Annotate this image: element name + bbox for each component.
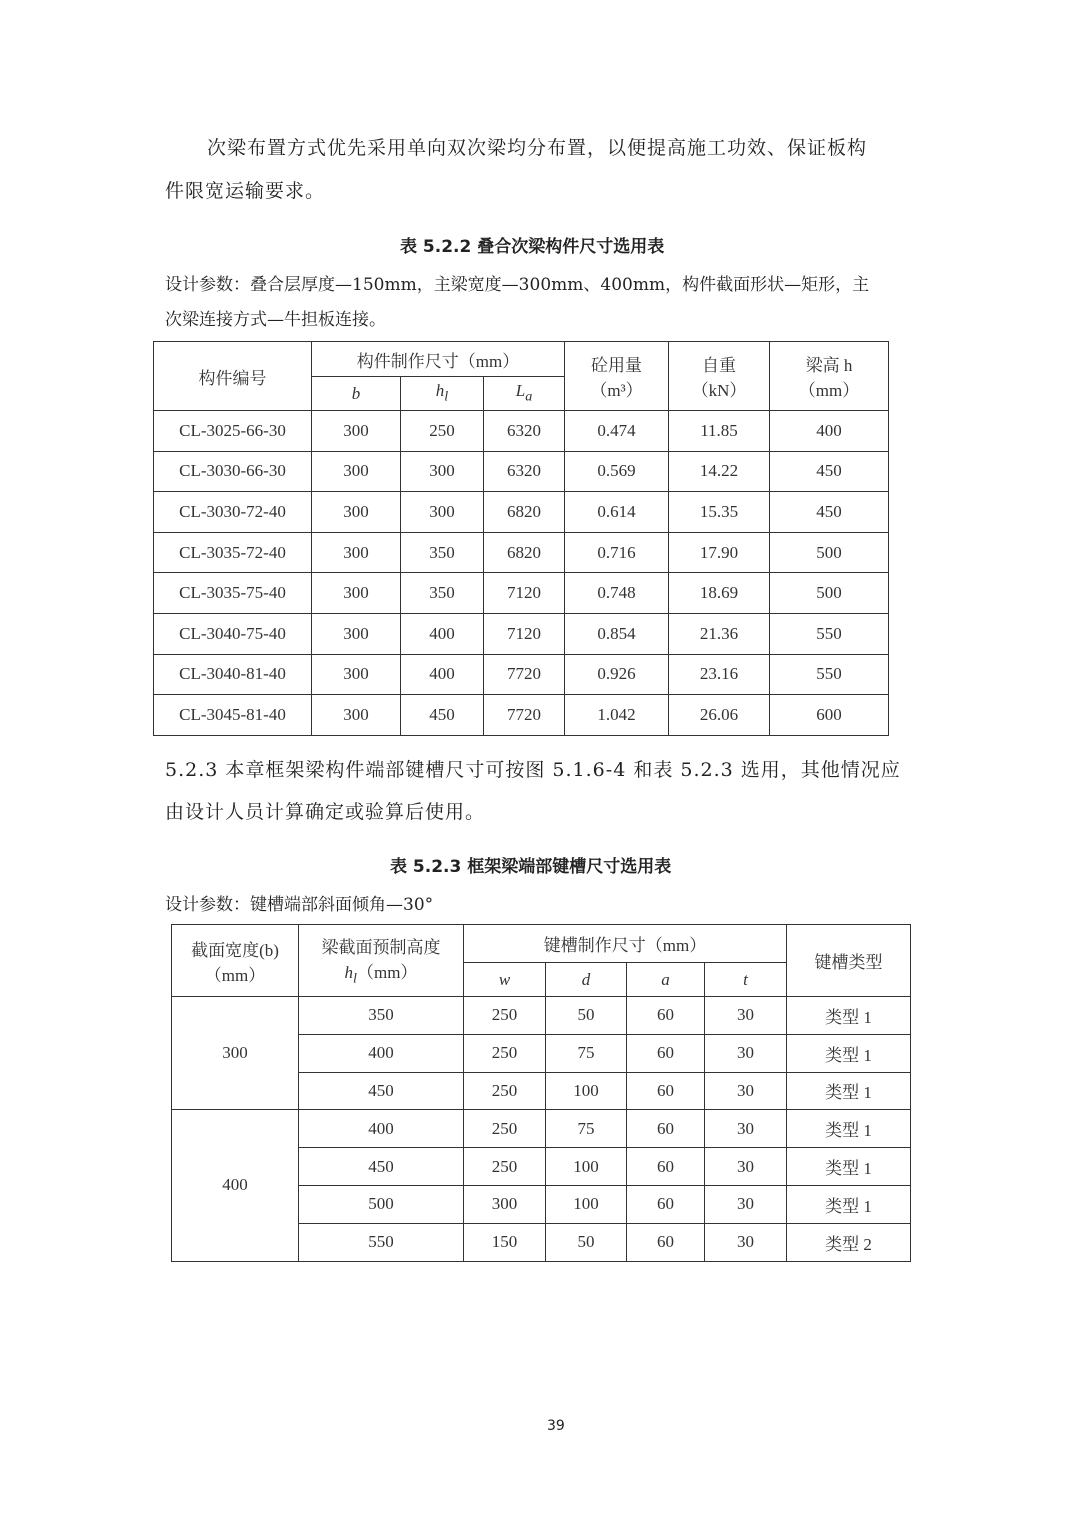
table2-params: 设计参数：键槽端部斜面倾角—30°	[165, 895, 434, 915]
table-cell: 类型 1	[787, 1072, 911, 1110]
header-height: 梁高 h （mm）	[770, 342, 889, 411]
table-cell: 1.042	[565, 695, 669, 736]
table-cell: 300	[312, 532, 401, 573]
table-cell: 300	[312, 613, 401, 654]
intro-line-2: 件限宽运输要求。	[165, 180, 326, 202]
table-cell: CL-3040-75-40	[154, 613, 312, 654]
table2-caption: 表 5.2.3 框架梁端部键槽尺寸选用表	[390, 857, 672, 877]
table-cell: 60	[627, 1223, 705, 1261]
table-cell: 75	[546, 1034, 627, 1072]
header-width: 截面宽度(b) （mm）	[172, 925, 299, 997]
table-cell: 550	[770, 654, 889, 695]
table-cell: 150	[464, 1223, 546, 1261]
table-cell: CL-3025-66-30	[154, 411, 312, 452]
table-cell: 50	[546, 997, 627, 1035]
table-cell: 60	[627, 1034, 705, 1072]
table-cell: CL-3045-81-40	[154, 695, 312, 736]
table-cell: 450	[770, 492, 889, 533]
header-id: 构件编号	[154, 342, 312, 411]
table-row	[154, 654, 889, 695]
table-cell: 400	[299, 1034, 464, 1072]
table-cell: 60	[627, 1148, 705, 1186]
table-cell: 21.36	[669, 613, 770, 654]
table-cell: 6820	[484, 532, 565, 573]
table-cell: 75	[546, 1110, 627, 1148]
table-cell: CL-3035-72-40	[154, 532, 312, 573]
table-cell: 250	[464, 1148, 546, 1186]
header-a: a	[627, 963, 705, 997]
table-cell: 300	[312, 451, 401, 492]
table-cell: 400	[770, 411, 889, 452]
table-5-2-2	[153, 341, 889, 736]
table-cell: 类型 1	[787, 1185, 911, 1223]
table1-params-2: 次梁连接方式—牛担板连接。	[165, 310, 386, 330]
table-cell: 300	[312, 411, 401, 452]
table-row	[154, 411, 889, 452]
header-dims: 构件制作尺寸（mm）	[312, 342, 565, 377]
width-group-cell: 400	[172, 1110, 299, 1261]
table-cell: 0.474	[565, 411, 669, 452]
table-cell: 0.614	[565, 492, 669, 533]
header-type: 键槽类型	[787, 925, 911, 997]
table-cell: 0.716	[565, 532, 669, 573]
header-L: $L_a$	[484, 377, 565, 411]
table-cell: 100	[546, 1072, 627, 1110]
table1-caption: 表 5.2.2 叠合次梁构件尺寸选用表	[400, 237, 665, 257]
table-cell: 18.69	[669, 573, 770, 614]
table-cell: 350	[401, 573, 484, 614]
table-cell: 300	[312, 654, 401, 695]
header-weight: 自重 （kN）	[669, 342, 770, 411]
header-w: w	[464, 963, 546, 997]
table-cell: 300	[464, 1185, 546, 1223]
table-cell: 60	[627, 997, 705, 1035]
table-cell: 100	[546, 1185, 627, 1223]
table-cell: 300	[401, 451, 484, 492]
table-cell: 26.06	[669, 695, 770, 736]
table-cell: 250	[464, 1110, 546, 1148]
table-cell: 0.926	[565, 654, 669, 695]
table-cell: 60	[627, 1072, 705, 1110]
table1-params-1: 设计参数：叠合层厚度—150mm，主梁宽度—300mm、400mm，构件截面形状—矩形，主	[165, 275, 870, 295]
table-cell: 250	[464, 1072, 546, 1110]
table-cell: 30	[705, 1148, 787, 1186]
table-row	[154, 613, 889, 654]
header-t: t	[705, 963, 787, 997]
table-cell: 0.854	[565, 613, 669, 654]
table-cell: 23.16	[669, 654, 770, 695]
table-cell: CL-3030-66-30	[154, 451, 312, 492]
table-cell: 450	[299, 1072, 464, 1110]
table-cell: 500	[770, 573, 889, 614]
table-cell: 30	[705, 997, 787, 1035]
table-cell: 30	[705, 1185, 787, 1223]
table-cell: 300	[312, 695, 401, 736]
table-cell: 类型 1	[787, 1034, 911, 1072]
table-cell: 6320	[484, 411, 565, 452]
header-h: $h_l$	[401, 377, 484, 411]
section-line-2: 由设计人员计算确定或验算后使用。	[165, 801, 486, 823]
section-line-1: 5.2.3 本章框架梁构件端部键槽尺寸可按图 5.1.6-4 和表 5.2.3 选用，其他情况应	[165, 759, 901, 781]
table-cell: 300	[312, 573, 401, 614]
table-cell: 450	[770, 451, 889, 492]
table-cell: 500	[770, 532, 889, 573]
table-cell: 11.85	[669, 411, 770, 452]
table-cell: 450	[401, 695, 484, 736]
table-cell: 类型 2	[787, 1223, 911, 1261]
table-cell: 350	[401, 532, 484, 573]
table-row	[154, 532, 889, 573]
width-group-cell: 300	[172, 997, 299, 1110]
table-cell: 400	[401, 613, 484, 654]
table-cell: 550	[770, 613, 889, 654]
header-dims: 键槽制作尺寸（mm）	[464, 925, 787, 963]
page-number: 39	[547, 1418, 565, 1434]
table-row	[154, 492, 889, 533]
table-row	[154, 451, 889, 492]
header-precast-height: 梁截面预制高度 $h_l(mm)$	[299, 925, 464, 997]
table-cell: 6820	[484, 492, 565, 533]
table-cell: 450	[299, 1148, 464, 1186]
table-cell: 7120	[484, 613, 565, 654]
table-row	[172, 1110, 911, 1148]
table-cell: 400	[401, 654, 484, 695]
table-cell: 250	[401, 411, 484, 452]
table-cell: 30	[705, 1034, 787, 1072]
table-cell: 7720	[484, 695, 565, 736]
table-cell: 15.35	[669, 492, 770, 533]
table-cell: 250	[464, 1034, 546, 1072]
table-cell: 17.90	[669, 532, 770, 573]
table-row	[154, 573, 889, 614]
table-row	[154, 695, 889, 736]
table-cell: 30	[705, 1223, 787, 1261]
table-cell: 类型 1	[787, 1110, 911, 1148]
table-cell: 0.569	[565, 451, 669, 492]
table-cell: 类型 1	[787, 1148, 911, 1186]
table-cell: CL-3030-72-40	[154, 492, 312, 533]
table-cell: 14.22	[669, 451, 770, 492]
table-cell: 30	[705, 1072, 787, 1110]
table-row	[172, 997, 911, 1035]
table-cell: 350	[299, 997, 464, 1035]
table-cell: CL-3040-81-40	[154, 654, 312, 695]
header-b: b	[312, 377, 401, 411]
table-cell: 60	[627, 1185, 705, 1223]
table-cell: 30	[705, 1110, 787, 1148]
table-cell: 50	[546, 1223, 627, 1261]
table-cell: 500	[299, 1185, 464, 1223]
table-5-2-3	[171, 924, 911, 1262]
table-cell: 7720	[484, 654, 565, 695]
table-cell: 7120	[484, 573, 565, 614]
header-d: d	[546, 963, 627, 997]
table-cell: 600	[770, 695, 889, 736]
table-cell: 250	[464, 997, 546, 1035]
table-cell: 0.748	[565, 573, 669, 614]
table-cell: CL-3035-75-40	[154, 573, 312, 614]
table-cell: 300	[401, 492, 484, 533]
table-cell: 类型 1	[787, 997, 911, 1035]
header-concrete: 砼用量 （m³）	[565, 342, 669, 411]
table-cell: 60	[627, 1110, 705, 1148]
table-cell: 300	[312, 492, 401, 533]
table-cell: 100	[546, 1148, 627, 1186]
table-cell: 400	[299, 1110, 464, 1148]
intro-line-1: 次梁布置方式优先采用单向双次梁均分布置，以便提高施工功效、保证板构	[207, 137, 868, 159]
table-cell: 6320	[484, 451, 565, 492]
table-cell: 550	[299, 1223, 464, 1261]
